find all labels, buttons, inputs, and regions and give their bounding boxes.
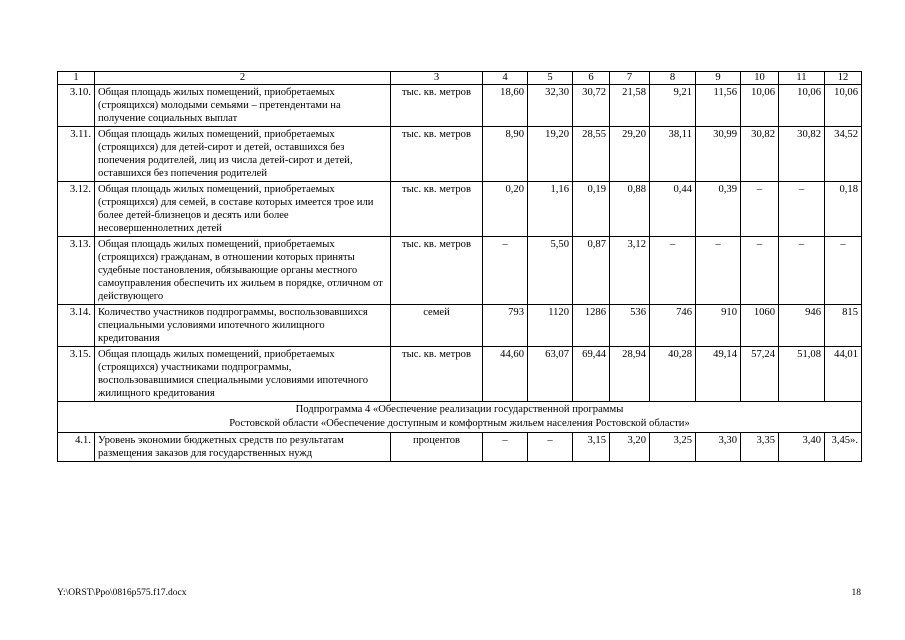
table-row (58, 305, 862, 347)
value-cell: 746 (650, 305, 696, 347)
value-cell: – (483, 433, 528, 462)
column-header: 6 (573, 72, 610, 85)
unit: тыс. кв. метров (391, 127, 483, 182)
value-cell: 30,72 (573, 85, 610, 127)
value-cell: 3,45». (825, 433, 862, 462)
value-cell: – (528, 433, 573, 462)
value-cell: 0,18 (825, 182, 862, 237)
unit: тыс. кв. метров (391, 182, 483, 237)
value-cell: – (741, 237, 779, 305)
unit: тыс. кв. метров (391, 237, 483, 305)
column-number-row (58, 72, 862, 85)
value-cell: 0,20 (483, 182, 528, 237)
value-cell: 57,24 (741, 347, 779, 402)
banner-line: Подпрограмма 4 «Обеспечение реализации государственной программы (295, 404, 624, 415)
row-number: 4.1. (58, 433, 95, 462)
page-number: 18 (851, 588, 861, 598)
value-cell: 3,15 (573, 433, 610, 462)
value-cell: 69,44 (573, 347, 610, 402)
row-number: 3.15. (58, 347, 95, 402)
table-row (58, 347, 862, 402)
value-cell: 32,30 (528, 85, 573, 127)
column-header: 4 (483, 72, 528, 85)
value-cell: – (696, 237, 741, 305)
value-cell: 51,08 (779, 347, 825, 402)
column-header: 5 (528, 72, 573, 85)
value-cell: 1120 (528, 305, 573, 347)
footer-file-path: Y:\ORST\Ppo\0816p575.f17.docx (57, 588, 187, 598)
row-number: 3.14. (58, 305, 95, 347)
value-cell: 28,55 (573, 127, 610, 182)
column-header: 12 (825, 72, 862, 85)
value-cell: 10,06 (779, 85, 825, 127)
value-cell: 30,99 (696, 127, 741, 182)
value-cell: 30,82 (741, 127, 779, 182)
table-row (58, 85, 862, 127)
unit: тыс. кв. метров (391, 85, 483, 127)
value-cell: – (825, 237, 862, 305)
value-cell: – (650, 237, 696, 305)
value-cell: 910 (696, 305, 741, 347)
value-cell: – (779, 182, 825, 237)
column-header: 11 (779, 72, 825, 85)
value-cell: 8,90 (483, 127, 528, 182)
indicator-name: Общая площадь жилых помещений, приобретаемых (строящихся) гражданам, в отношении которых приняты судебные постановления, обязывающие органы местного самоуправления обеспечить их жильем в порядке, отличном от действующего (95, 237, 391, 305)
value-cell: 0,39 (696, 182, 741, 237)
value-cell: 21,58 (610, 85, 650, 127)
value-cell: 3,30 (696, 433, 741, 462)
value-cell: – (779, 237, 825, 305)
column-header: 3 (391, 72, 483, 85)
indicator-name: Общая площадь жилых помещений, приобретаемых (строящихся) для семей, в составе которых имеется трое или более детей-близнецов и десять или более несовершеннолетних детей (95, 182, 391, 237)
value-cell: 815 (825, 305, 862, 347)
value-cell: 44,01 (825, 347, 862, 402)
value-cell: 34,52 (825, 127, 862, 182)
value-cell: 44,60 (483, 347, 528, 402)
value-cell: – (483, 237, 528, 305)
indicators-table (57, 71, 862, 462)
value-cell: 793 (483, 305, 528, 347)
column-header: 7 (610, 72, 650, 85)
table-row (58, 182, 862, 237)
indicator-name: Общая площадь жилых помещений, приобретаемых (строящихся) молодыми семьями – претендентами на получение социальных выплат (95, 85, 391, 127)
row-number: 3.12. (58, 182, 95, 237)
value-cell: 3,35 (741, 433, 779, 462)
value-cell: 49,14 (696, 347, 741, 402)
subprogram-banner-row (58, 402, 862, 433)
value-cell: 28,94 (610, 347, 650, 402)
table-row (58, 127, 862, 182)
unit: семей (391, 305, 483, 347)
value-cell: 946 (779, 305, 825, 347)
value-cell: 5,50 (528, 237, 573, 305)
value-cell: 10,06 (741, 85, 779, 127)
table-row (58, 433, 862, 462)
indicator-name: Количество участников подпрограммы, воспользовавшихся специальными условиями ипотечного жилищного кредитования (95, 305, 391, 347)
row-number: 3.13. (58, 237, 95, 305)
value-cell: 1286 (573, 305, 610, 347)
value-cell: 63,07 (528, 347, 573, 402)
value-cell: 3,20 (610, 433, 650, 462)
value-cell: 0,44 (650, 182, 696, 237)
column-header: 1 (58, 72, 95, 85)
value-cell: 0,87 (573, 237, 610, 305)
value-cell: 3,25 (650, 433, 696, 462)
value-cell: 19,20 (528, 127, 573, 182)
column-header: 2 (95, 72, 391, 85)
column-header: 9 (696, 72, 741, 85)
value-cell: 0,19 (573, 182, 610, 237)
value-cell: 30,82 (779, 127, 825, 182)
value-cell: 0,88 (610, 182, 650, 237)
unit: процентов (391, 433, 483, 462)
indicator-name: Общая площадь жилых помещений, приобретаемых (строящихся) для детей-сирот и детей, оставшихся без попечения родителей, лиц из числа детей-сирот и детей, оставшихся без попечения родителей (95, 127, 391, 182)
column-header: 8 (650, 72, 696, 85)
value-cell: 40,28 (650, 347, 696, 402)
indicator-name: Общая площадь жилых помещений, приобретаемых (строящихся) участниками подпрограммы, воспользовавшимися специальными условиями ипотечного жилищного кредитования (95, 347, 391, 402)
value-cell: 18,60 (483, 85, 528, 127)
subprogram-banner (58, 402, 862, 433)
indicator-name: Уровень экономии бюджетных средств по результатам размещения заказов для государственных нужд (95, 433, 391, 462)
value-cell: 536 (610, 305, 650, 347)
value-cell: 3,12 (610, 237, 650, 305)
value-cell: 10,06 (825, 85, 862, 127)
unit: тыс. кв. метров (391, 347, 483, 402)
banner-line: Ростовской области «Обеспечение доступным и комфортным жильем населения Ростовской области» (229, 418, 690, 429)
value-cell: – (741, 182, 779, 237)
value-cell: 1060 (741, 305, 779, 347)
row-number: 3.11. (58, 127, 95, 182)
value-cell: 1,16 (528, 182, 573, 237)
row-number: 3.10. (58, 85, 95, 127)
value-cell: 3,40 (779, 433, 825, 462)
value-cell: 38,11 (650, 127, 696, 182)
value-cell: 11,56 (696, 85, 741, 127)
value-cell: 9,21 (650, 85, 696, 127)
value-cell: 29,20 (610, 127, 650, 182)
column-header: 10 (741, 72, 779, 85)
table-row (58, 237, 862, 305)
